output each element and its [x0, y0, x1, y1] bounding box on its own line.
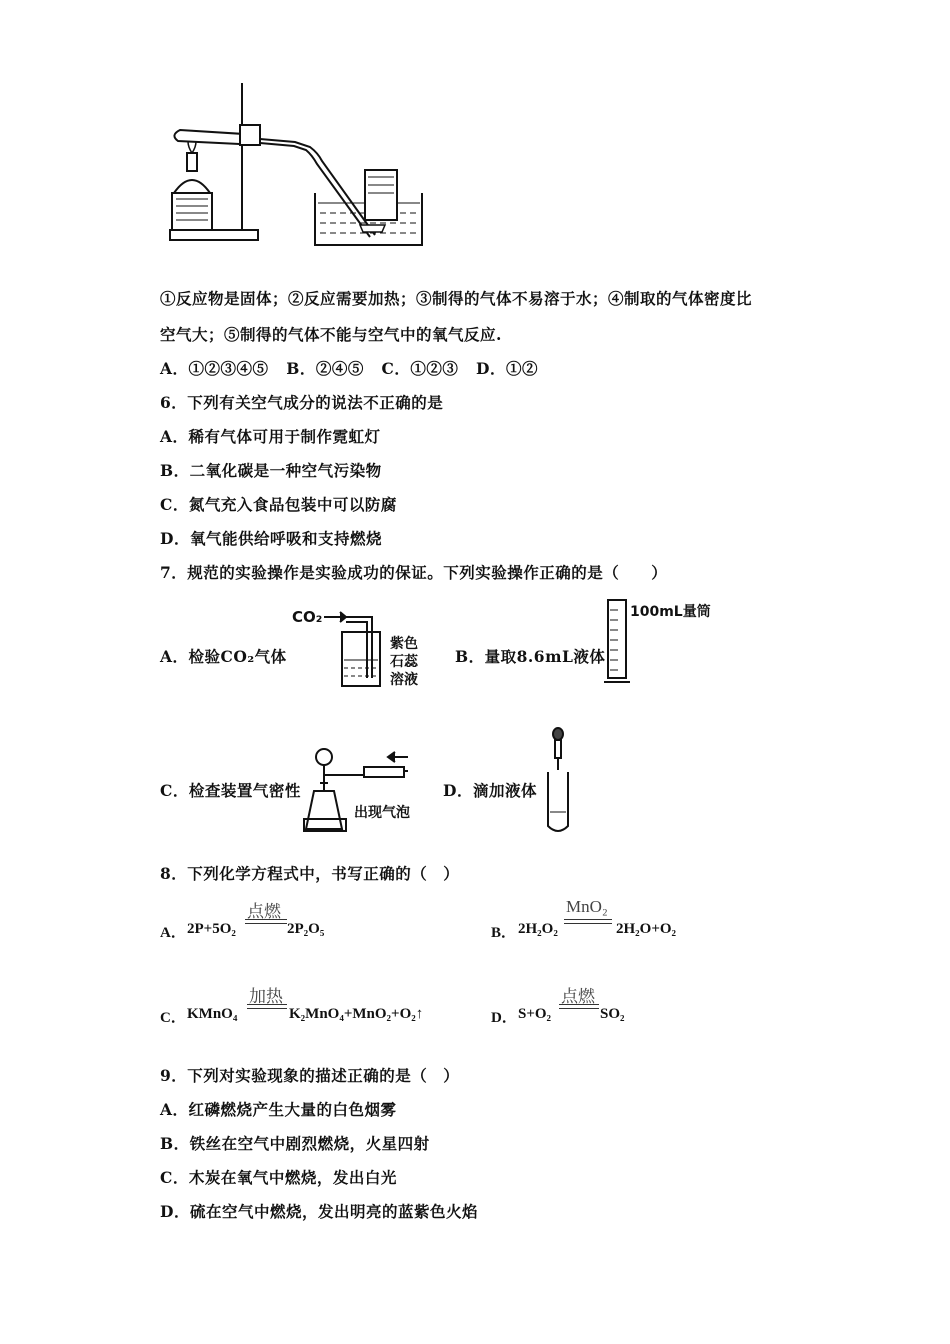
solution-label-3: 溶液: [390, 672, 418, 688]
q8-c-condition: 加热: [249, 987, 283, 1006]
cylinder-label: 100mL量筒: [630, 604, 711, 620]
q7-option-c-figure: [300, 743, 430, 835]
q7-option-d-figure: [540, 726, 580, 836]
q8-a-right: 2P₂O₅: [287, 921, 325, 937]
q8-b-condition: MnO₂: [566, 897, 608, 916]
co2-label: CO₂: [292, 608, 323, 626]
bubbles-label: 出现气泡: [354, 805, 410, 821]
q8-d-condition: 点燃: [561, 987, 595, 1006]
q8-b-right: 2H₂O+O₂: [616, 921, 677, 937]
q5-conditions-line1: ①反应物是固体；②反应需要加热；③制得的气体不易溶于水；④制取的气体密度比: [160, 289, 753, 308]
q5-options: A．①②③④⑤ B．②④⑤ C．①②③ D．①②: [160, 359, 538, 378]
q8-c-equals: [247, 1004, 287, 1009]
q6-option-a: A．稀有气体可用于制作霓虹灯: [160, 427, 381, 446]
q8-stem: 8．下列化学方程式中，书写正确的（ ）: [160, 864, 460, 883]
q7-option-a-figure: [290, 600, 435, 690]
q7-option-a-label: A．检验CO₂气体: [160, 647, 287, 666]
q8-b-equals: [564, 919, 612, 924]
q8-d-right: SO₂: [600, 1006, 625, 1022]
q6-option-d: D．氧气能供给呼吸和支持燃烧: [160, 529, 382, 548]
q8-c-right: K₂MnO₄+MnO₂+O₂↑: [289, 1006, 424, 1022]
q7-option-b-figure: [604, 596, 724, 688]
solution-label-1: 紫色: [390, 636, 418, 652]
q8-d-equals: [559, 1004, 599, 1009]
q8-b-left: 2H₂O₂: [518, 921, 558, 937]
q8-a-condition: 点燃: [247, 902, 281, 921]
q9-option-c: C．木炭在氧气中燃烧，发出白光: [160, 1168, 397, 1187]
q8-a-left: 2P+5O₂: [187, 921, 236, 937]
q6-option-b: B．二氧化碳是一种空气污染物: [160, 461, 382, 480]
q7-option-d-label: D．滴加液体: [443, 781, 537, 800]
q8-a-equals: [245, 919, 287, 924]
q5-conditions-line2: 空气大；⑤制得的气体不能与空气中的氧气反应.: [160, 325, 502, 344]
q7-option-c-label: C．检查装置气密性: [160, 781, 301, 800]
q7-stem: 7．规范的实验操作是实验成功的保证。下列实验操作正确的是（ ）: [160, 563, 668, 582]
q7-option-b-label: B．量取8.6mL液体: [455, 647, 606, 666]
q8-c-label: C．: [160, 1010, 186, 1026]
q9-stem: 9．下列对实验现象的描述正确的是（ ）: [160, 1066, 460, 1085]
q8-c-left: KMnO₄: [187, 1006, 238, 1022]
apparatus-figure: [160, 75, 430, 250]
solution-label-2: 石蕊: [390, 654, 418, 670]
q9-option-d: D．硫在空气中燃烧，发出明亮的蓝紫色火焰: [160, 1202, 478, 1221]
q9-option-a: A．红磷燃烧产生大量的白色烟雾: [160, 1100, 397, 1119]
q6-option-c: C．氮气充入食品包装中可以防腐: [160, 495, 397, 514]
q9-option-b: B．铁丝在空气中剧烈燃烧，火星四射: [160, 1134, 430, 1153]
q8-a-label: A．: [160, 925, 186, 941]
q8-b-label: B．: [491, 925, 517, 941]
q8-d-left: S+O₂: [518, 1006, 552, 1022]
q6-stem: 6．下列有关空气成分的说法不正确的是: [160, 393, 444, 412]
q8-d-label: D．: [491, 1010, 517, 1026]
